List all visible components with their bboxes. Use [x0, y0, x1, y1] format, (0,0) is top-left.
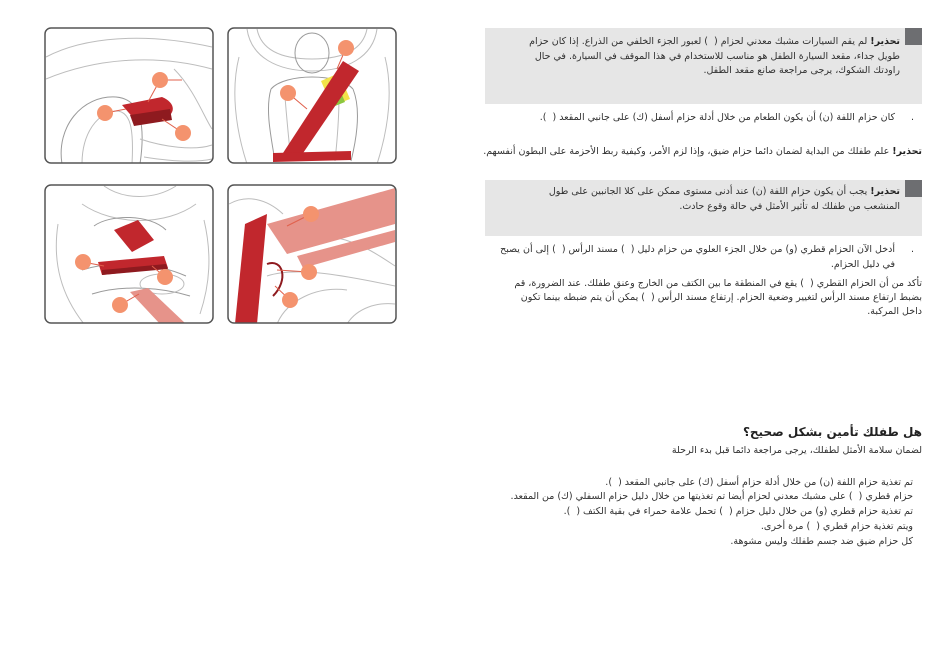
- callout-marker: [97, 105, 113, 121]
- warning-marker-square: [905, 28, 922, 45]
- note-line-3: داخل المركبة.: [867, 306, 922, 317]
- seat-outline: [229, 199, 283, 214]
- illustration-lap-belt-position: [44, 184, 214, 324]
- illustration-lap-belt-guide: [44, 27, 214, 164]
- warning-label: تحذير!: [870, 186, 900, 197]
- callout-marker: [175, 125, 191, 141]
- seat-wing-outline: [235, 57, 247, 164]
- callout-marker: [301, 264, 317, 280]
- warning-label: تحذير!: [892, 146, 922, 157]
- checklist-item: تم تغذية حزام قطري (و) من خلال دليل حزام ( ) تحمل علامة حمراء في بقية الكتف ( ).: [563, 506, 913, 517]
- step-2-line-2: في دليل الحزام.: [830, 259, 895, 270]
- warning-text: علم طفلك من البداية لضمان دائما حزام ضيق، وإذا لزم الأمر، وكيفية ربط الأحزمة على البطون أنفسهم.: [483, 146, 890, 157]
- illustration-content: [229, 188, 395, 324]
- step-2-marker: .: [910, 244, 914, 255]
- warning-text: يجب أن يكون حزام اللفة (ن) عند أدنى مستوى ممكن على كلا الجانبين على طول: [548, 186, 868, 197]
- callout-marker: [303, 206, 319, 222]
- warning-1-line-2: طويل جداء، مقعد السيارة الطفل هو مناسب للاستخدام في هذا الموقف في السيارة. في حال: [534, 51, 900, 62]
- child-arm-outline: [351, 89, 357, 161]
- checklist-item: حزام قطري ( ) على مشبك معدني لحزام أيضا تم تغذيتها من خلال دليل حزام السفلي (ك) من المقعد.: [510, 491, 913, 502]
- seat-back-outline: [104, 186, 176, 197]
- diagonal-belt: [114, 220, 154, 252]
- warning-1-line-3: راودتك الشكوك، يرجى مراجعة صانع مقعد الطفل.: [703, 65, 900, 76]
- warning-text: لم يقم السيارات مشبك معدني لحزام ( ) لعبور الجزء الخلفي من الذراع. إذا كان حزام: [529, 36, 868, 47]
- seat-base-outline: [140, 139, 212, 148]
- illustration-content: [235, 29, 389, 164]
- diagonal-belt: [283, 61, 359, 159]
- warning-label: تحذير!: [870, 36, 900, 47]
- section-intro: لضمان سلامة الأمثل لطفلك، يرجى مراجعة دائما قبل بدء الرحلة: [671, 445, 922, 456]
- seat-wing-outline: [174, 69, 212, 129]
- step-2-line-1: أدخل الآن الحزام قطري (و) من خلال الجزء العلوي من حزام دليل ( ) مسند الرأس ( ) إلى أن يصبح: [500, 244, 895, 255]
- step-1-marker: .: [910, 112, 914, 123]
- note-line-2: بضبط ارتفاع مسند الرأس لتغيير وضعية الحزام. إرتفاع مسند الرأس ( ) يمكن أن يتم ضبطه بينما تكون: [520, 292, 922, 303]
- illustration-diagonal-belt-shoulder: [227, 27, 397, 164]
- illustration-content: [46, 38, 212, 164]
- callout-marker: [152, 72, 168, 88]
- warning-marker-square: [905, 180, 922, 197]
- illustration-frame: [45, 28, 213, 163]
- seat-outline: [267, 272, 395, 286]
- warning-3-line-1: [549, 186, 900, 198]
- checklist-item: ويتم تغذية حزام قطري ( ) مرة أخرى.: [760, 521, 913, 532]
- seat-shell-outline: [46, 60, 212, 79]
- illustration-headrest-belt-guide: [227, 184, 397, 324]
- callout-marker: [280, 85, 296, 101]
- warning-1-line-1: [529, 36, 900, 48]
- child-head-outline: [295, 33, 329, 73]
- child-arm-outline: [268, 89, 275, 161]
- callout-marker: [112, 297, 128, 313]
- checklist-item: تم تغذية حزام اللفة (ن) من خلال أدلة حزام أسفل (ك) على جانبي المقعد ( ).: [605, 477, 913, 488]
- note-line-1: تأكد من أن الحزام القطري ( ) يقع في المنطقة ما بين الكتف من الخارج وعنق طفلك. عند الضرورة، قم: [514, 278, 922, 289]
- seat-outline: [347, 304, 395, 324]
- warning-2-line: [483, 146, 922, 158]
- callout-marker: [157, 269, 173, 285]
- warning-3-line-2: المنشعب من طفلك له تأثير الأمثل في حالة وقوع حادث.: [679, 201, 900, 212]
- headrest-outline: [247, 29, 377, 71]
- section-title: هل طفلك تأمين بشكل صحيح؟: [742, 425, 922, 439]
- seat-wing-outline: [200, 220, 209, 314]
- step-1-text: كان حزام اللفة (ن) أن يكون الطعام من خلال أدلة حزام أسفل (ك) على جانبي المقعد ( ).: [539, 112, 895, 123]
- callout-marker: [75, 254, 91, 270]
- seat-base-outline: [144, 157, 212, 161]
- seat-shell-outline: [46, 38, 212, 57]
- checklist-item: كل حزام ضيق ضد جسم طفلك وليس مشوهة.: [730, 536, 913, 547]
- seat-wing-outline: [377, 57, 389, 164]
- illustration-content: [56, 186, 209, 324]
- vertical-belt: [235, 214, 267, 324]
- callout-marker: [282, 292, 298, 308]
- illustration-frame: [228, 28, 396, 163]
- callout-marker: [338, 40, 354, 56]
- seat-wing-outline: [56, 224, 84, 324]
